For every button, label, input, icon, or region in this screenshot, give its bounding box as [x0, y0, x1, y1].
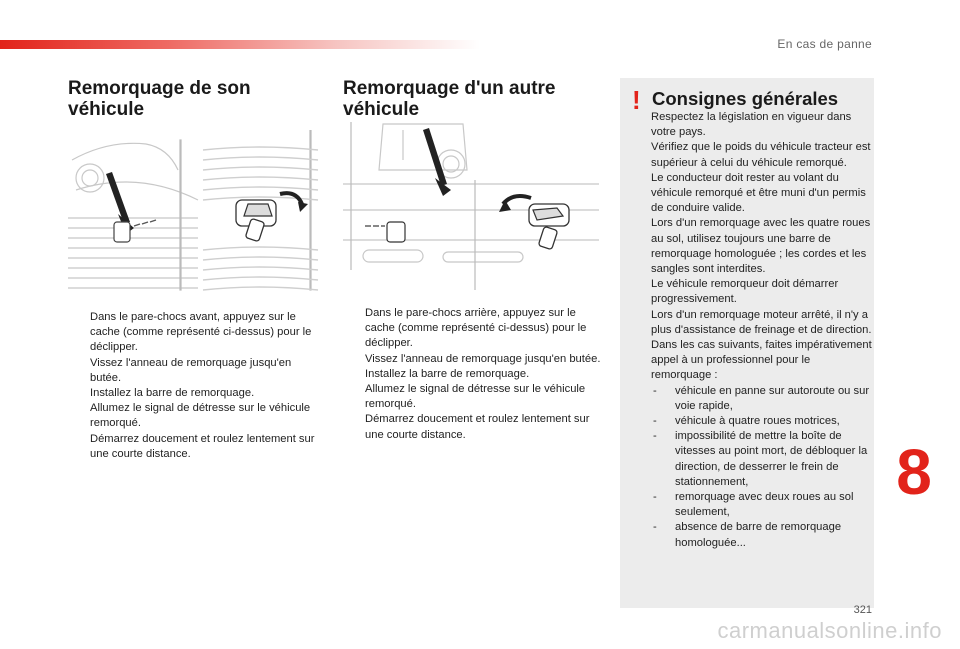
chapter-label: En cas de panne	[777, 37, 872, 51]
panel-paragraph: Le conducteur doit rester au volant du véhicule remorqué et être muni d'un permis de conduire valide.	[651, 171, 866, 215]
front-bumper-illustration	[68, 130, 322, 302]
panel-paragraph: Le véhicule remorqueur doit démarrer progressivement.	[651, 278, 839, 306]
dash-marker: -	[653, 430, 657, 443]
list-item: Allumez le signal de détresse sur le véhicule remorqué.	[90, 402, 311, 430]
case-item: - impossibilité de mettre la boîte de vitesses au point mort, de débloquer la direction, de desserrer le frein de stationnement,	[653, 430, 868, 488]
panel-paragraph: Respectez la législation en vigueur dans votre pays.	[651, 111, 852, 139]
list-item: Démarrez doucement et roulez lentement sur une courte distance.	[90, 432, 315, 460]
list-item: Démarrez doucement et roulez lentement sur une courte distance.	[365, 413, 590, 441]
dash-marker: -	[653, 521, 657, 534]
list-item: Dans le pare-chocs arrière, appuyez sur le cache (comme représenté ci-dessus) pour le déclipper.	[365, 307, 587, 350]
panel-paragraph: Dans les cas suivants, faites impérativement appel à un professionnel pour le remorquage :	[651, 339, 872, 382]
dash-marker: -	[653, 384, 657, 397]
dash-marker: -	[653, 491, 657, 504]
rear-bumper-illustration	[343, 120, 599, 292]
chapter-number: 8	[896, 436, 932, 508]
watermark: carmanualsonline.info	[717, 618, 942, 643]
warning-icon: !	[632, 85, 641, 115]
middle-title-line2: véhicule	[343, 99, 420, 120]
left-title-line1: Remorquage de son	[68, 78, 251, 99]
case-item: - remorquage avec deux roues au sol seulement,	[653, 491, 854, 519]
dash-marker: -	[653, 415, 657, 428]
middle-steps-list	[343, 306, 601, 443]
case-item: - véhicule en panne sur autoroute ou sur voie rapide,	[653, 384, 870, 412]
list-item: Installez la barre de remorquage.	[90, 387, 255, 400]
middle-title-line1: Remorquage d'un autre	[343, 78, 556, 99]
panel-paragraph: Lors d'un remorquage moteur arrêté, il n'y a plus d'assistance de freinage et de direction.	[651, 308, 872, 336]
left-steps-list	[68, 310, 324, 462]
header-accent-bar	[0, 40, 480, 49]
panel-paragraph: Vérifiez que le poids du véhicule tracteur est supérieur à celui du véhicule remorqué.	[651, 141, 871, 169]
list-item: Vissez l'anneau de remorquage jusqu'en butée.	[365, 352, 601, 365]
panel-body	[651, 110, 873, 551]
page-number: 321	[853, 604, 872, 616]
general-instructions-panel	[620, 78, 874, 608]
list-item: Allumez le signal de détresse sur le véhicule remorqué.	[365, 383, 586, 411]
left-section-title	[68, 78, 251, 120]
list-item: Installez la barre de remorquage.	[365, 367, 530, 380]
middle-section-title	[343, 78, 556, 120]
list-item: Dans le pare-chocs avant, appuyez sur le cache (comme représenté ci-dessus) pour le déclipper.	[90, 311, 312, 354]
left-title-line2: véhicule	[68, 99, 145, 120]
panel-title: Consignes générales	[652, 88, 839, 109]
panel-paragraph: Lors d'un remorquage avec les quatre roues au sol, utilisez toujours une barre de remorquage homologuée ; les cordes et les sangles sont interdites.	[651, 217, 871, 276]
list-item: Vissez l'anneau de remorquage jusqu'en butée.	[90, 356, 292, 384]
case-item: - absence de barre de remorquage homologuée...	[653, 521, 842, 549]
case-item: - véhicule à quatre roues motrices,	[651, 414, 873, 429]
